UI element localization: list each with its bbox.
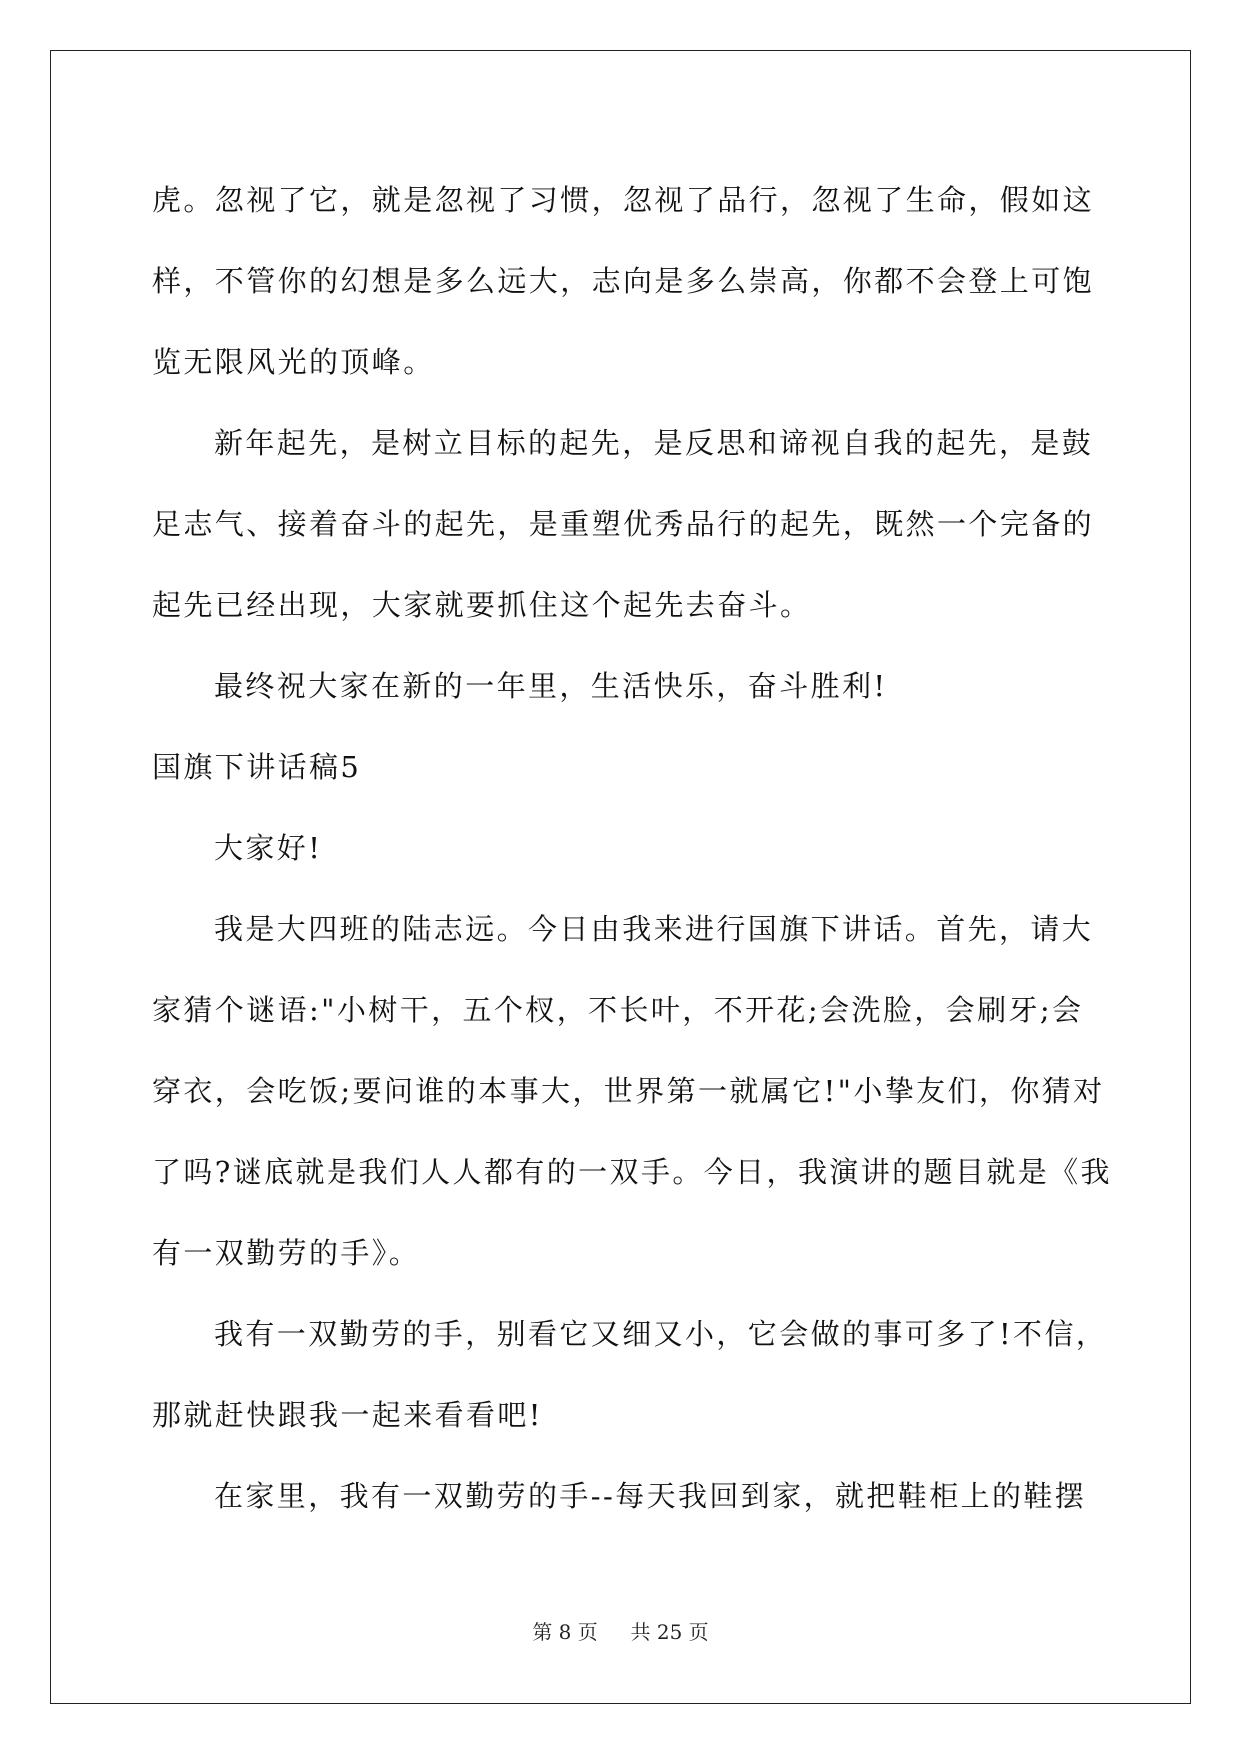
text-line-13: 了吗?谜底就是我们人人都有的一双手。今日，我演讲的题目就是《我 xyxy=(152,1155,1112,1189)
document-body xyxy=(152,160,1112,1537)
text-line-1: 虎。忽视了它，就是忽视了习惯，忽视了品行，忽视了生命，假如这 xyxy=(152,183,1095,217)
text-line-7: 最终祝大家在新的一年里，生活快乐，奋斗胜利! xyxy=(214,669,888,703)
text-line-11: 家猜个谜语:"小树干，五个杈，不长叶，不开花;会洗脸，会刷牙;会 xyxy=(152,993,1084,1027)
section-heading: 国旗下讲话稿5 xyxy=(152,750,362,784)
text-line-9: 大家好! xyxy=(214,831,323,865)
text-line-15: 我有一双勤劳的手，别看它又细又小，它会做的事可多了!不信， xyxy=(214,1317,1108,1351)
text-line-3: 览无限风光的顶峰。 xyxy=(152,345,435,379)
text-line-14: 有一双勤劳的手》。 xyxy=(152,1236,421,1270)
page-footer xyxy=(0,1620,1241,1644)
text-line-10: 我是大四班的陆志远。今日由我来进行国旗下讲话。首先，请大 xyxy=(214,912,1094,946)
text-line-6: 起先已经出现，大家就要抓住这个起先去奋斗。 xyxy=(152,588,812,622)
text-line-2: 样，不管你的幻想是多么远大，志向是多么崇高，你都不会登上可饱 xyxy=(152,264,1095,298)
text-line-17: 在家里，我有一双勤劳的手--每天我回到家，就把鞋柜上的鞋摆 xyxy=(214,1479,1087,1513)
text-line-16: 那就赶快跟我一起来看看吧! xyxy=(152,1398,543,1432)
text-line-5: 足志气、接着奋斗的起先，是重塑优秀品行的起先，既然一个完备的 xyxy=(152,507,1095,541)
text-line-12: 穿衣，会吃饭;要问谁的本事大，世界第一就属它!"小挚友们，你猜对 xyxy=(152,1074,1105,1108)
total-pages: 共 25 页 xyxy=(630,1620,709,1644)
current-page-number: 第 8 页 xyxy=(532,1620,598,1644)
text-line-4: 新年起先，是树立目标的起先，是反思和谛视自我的起先，是鼓 xyxy=(214,426,1094,460)
